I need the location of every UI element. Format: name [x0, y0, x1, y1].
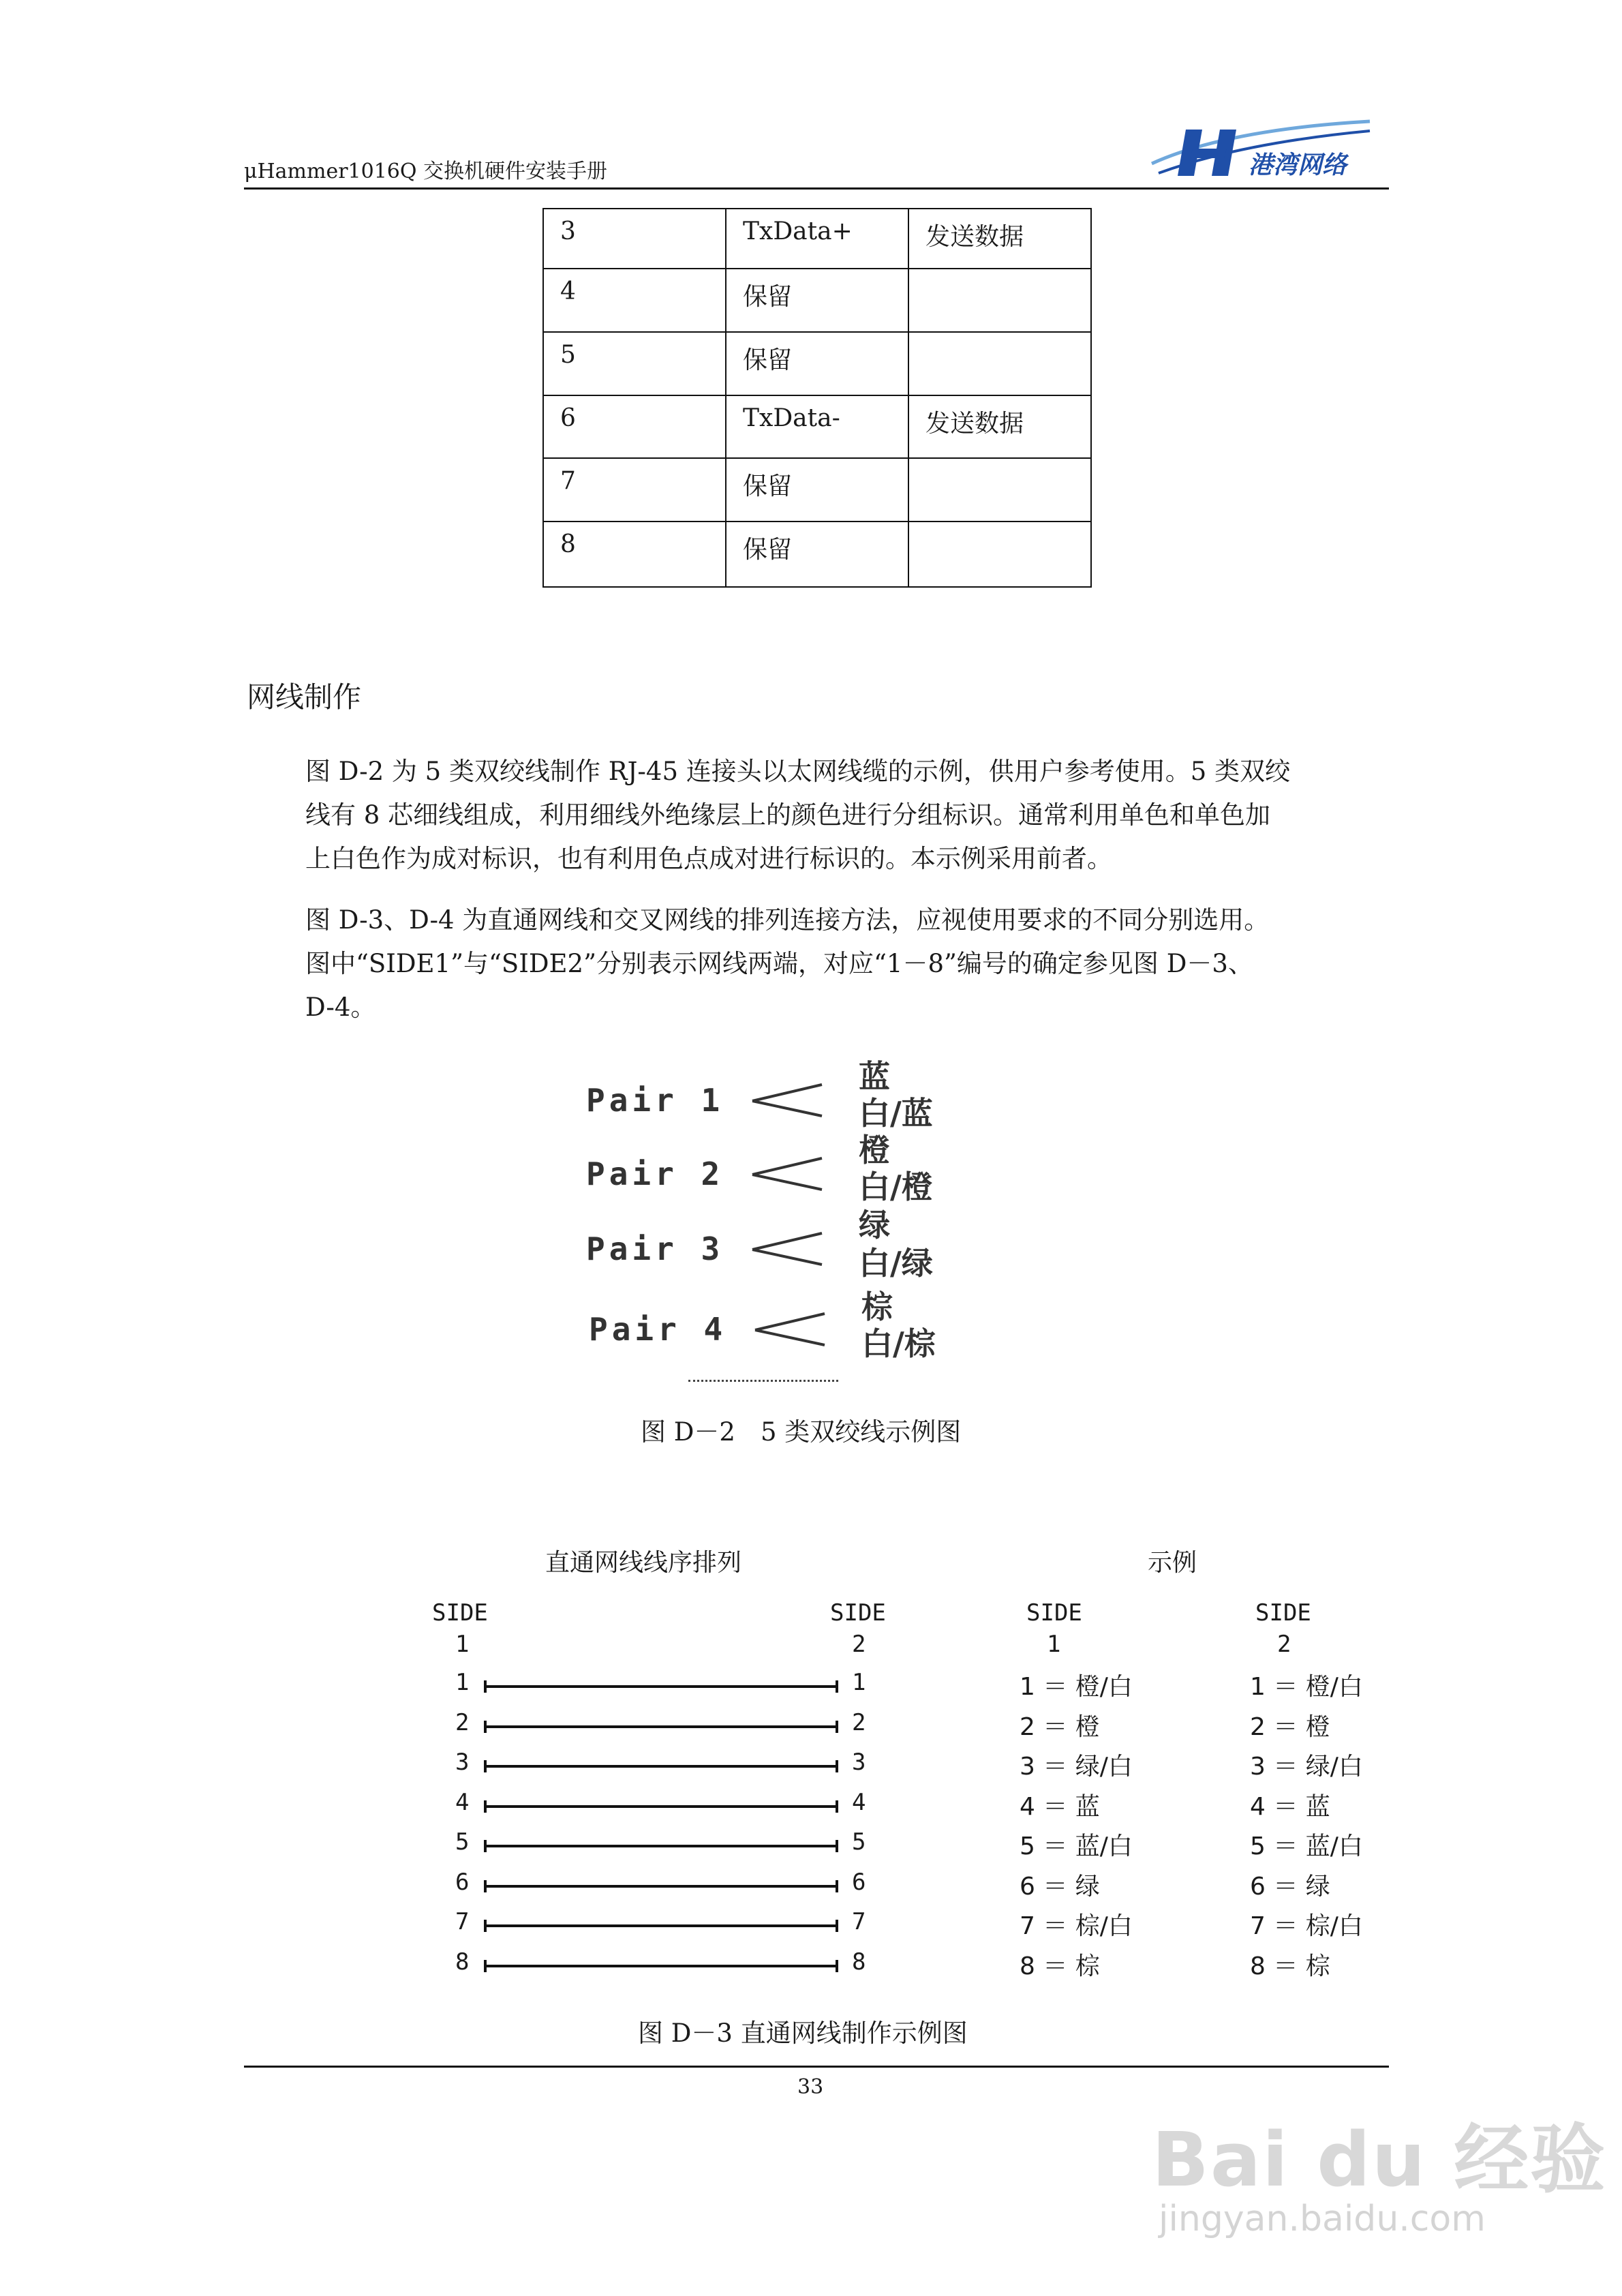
fork-icon — [750, 1310, 831, 1348]
wire-end-tick — [836, 1880, 838, 1892]
wire-end-tick — [836, 1960, 838, 1972]
pin-color-side1: 8 ＝ 棕 — [1020, 1952, 1100, 1980]
table-cell — [908, 332, 1091, 395]
table-cell: 6 — [543, 395, 726, 458]
fork-icon — [747, 1154, 829, 1192]
paragraph-line: 图中“SIDE1”与“SIDE2”分别表示网线两端，对应“1－8”编号的确定参见图 D－3、 — [305, 949, 1253, 978]
wire-end-tick — [484, 1840, 487, 1852]
pin-color-side2: 8 ＝ 棕 — [1250, 1952, 1330, 1980]
pin-color-side1: 2 ＝ 橙 — [1020, 1713, 1100, 1741]
table-row — [543, 522, 1091, 587]
pin-number-side2: 7 — [852, 1908, 866, 1935]
side-label: SIDE — [830, 1599, 886, 1627]
wire-line — [485, 1685, 837, 1688]
table-cell: 3 — [543, 209, 726, 269]
fork-icon — [747, 1229, 829, 1267]
side-number: 2 — [1277, 1631, 1291, 1658]
pair-color-bottom: 白/蓝 — [859, 1095, 933, 1132]
table-cell — [908, 458, 1091, 522]
pair-color-top: 绿 — [859, 1207, 890, 1243]
logo-text: 港湾网络 — [1249, 151, 1347, 179]
pair-color-bottom: 白/绿 — [859, 1245, 933, 1282]
pair-color-top: 蓝 — [859, 1058, 890, 1095]
wire-line — [485, 1765, 837, 1768]
pin-color-side1: 1 ＝ 橙/白 — [1020, 1673, 1133, 1701]
side-number: 2 — [852, 1631, 866, 1658]
table-cell: 8 — [543, 522, 726, 587]
section-heading: 网线制作 — [247, 680, 362, 714]
figure-divider — [688, 1380, 838, 1382]
pair-label: Pair 1 — [586, 1082, 724, 1119]
figure-title: 直通网线线序排列 — [545, 1549, 742, 1577]
wire-end-tick — [836, 1680, 838, 1693]
wire-line — [485, 1845, 837, 1847]
pin-color-side1: 4 ＝ 蓝 — [1020, 1793, 1100, 1821]
pin-number-side1: 6 — [455, 1869, 470, 1896]
table-cell — [908, 522, 1091, 587]
side-label: SIDE — [1255, 1599, 1311, 1627]
pin-table — [542, 208, 1092, 588]
wire-end-tick — [836, 1721, 838, 1733]
header-title: μHammer1016Q 交换机硬件安装手册 — [244, 160, 608, 183]
fork-icon — [747, 1081, 829, 1119]
wire-line — [485, 1805, 837, 1808]
pin-number-side1: 7 — [455, 1908, 470, 1935]
pair-color-bottom: 白/橙 — [859, 1168, 933, 1205]
table-row — [543, 395, 1091, 458]
figure-caption: 图 D－2 5 类双绞线示例图 — [641, 1417, 962, 1447]
paragraph-line: 上白色作为成对标识，也有利用色点成对进行标识的。本示例采用前者。 — [305, 844, 1112, 873]
table-cell: TxData- — [726, 395, 908, 458]
pin-color-side2: 7 ＝ 棕/白 — [1250, 1912, 1363, 1940]
wire-line — [485, 1924, 837, 1927]
pair-label: Pair 2 — [586, 1155, 724, 1192]
table-cell: TxData+ — [726, 209, 908, 269]
pin-color-side1: 3 ＝ 绿/白 — [1020, 1753, 1133, 1781]
figure-title: 示例 — [1148, 1549, 1197, 1577]
side-label: SIDE — [1026, 1599, 1082, 1627]
table-cell: 5 — [543, 332, 726, 395]
pin-color-side2: 5 ＝ 蓝/白 — [1250, 1832, 1363, 1860]
table-cell: 4 — [543, 269, 726, 332]
side-label: SIDE — [432, 1599, 488, 1627]
wire-line — [485, 1885, 837, 1888]
wire-line — [485, 1965, 837, 1967]
pin-number-side1: 2 — [455, 1709, 470, 1736]
pin-number-side1: 8 — [455, 1948, 470, 1976]
pin-number-side2: 3 — [852, 1749, 866, 1776]
side-number: 1 — [455, 1631, 470, 1658]
wire-end-tick — [484, 1880, 487, 1892]
wire-end-tick — [836, 1800, 838, 1813]
pin-number-side2: 1 — [852, 1669, 866, 1696]
pin-color-side2: 6 ＝ 绿 — [1250, 1873, 1330, 1901]
pin-number-side2: 8 — [852, 1948, 866, 1976]
wire-end-tick — [484, 1680, 487, 1693]
pair-color-top: 棕 — [861, 1288, 893, 1325]
pair-label: Pair 3 — [586, 1230, 724, 1267]
table-cell — [908, 269, 1091, 332]
wire-end-tick — [836, 1840, 838, 1852]
paragraph-figures — [305, 898, 1389, 1029]
paragraph-line: 线有 8 芯细线组成，利用细线外绝缘层上的颜色进行分组标识。通常利用单色和单色加 — [305, 800, 1271, 830]
paragraph-intro — [305, 750, 1389, 881]
pin-color-side1: 6 ＝ 绿 — [1020, 1873, 1100, 1901]
paragraph-line: 图 D-3、D-4 为直通网线和交叉网线的排列连接方法，应视使用要求的不同分别选用。 — [305, 905, 1270, 935]
wire-end-tick — [484, 1800, 487, 1813]
pin-number-side1: 3 — [455, 1749, 470, 1776]
pin-color-side1: 5 ＝ 蓝/白 — [1020, 1832, 1133, 1860]
twisted-pair-figure — [586, 1060, 995, 1387]
wire-end-tick — [484, 1920, 487, 1932]
wire-end-tick — [836, 1760, 838, 1772]
wire-end-tick — [836, 1920, 838, 1932]
pin-number-side2: 2 — [852, 1709, 866, 1736]
page-number: 33 — [797, 2075, 824, 2099]
pin-number-side1: 4 — [455, 1789, 470, 1816]
table-row — [543, 269, 1091, 332]
watermark-url: jingyan.baidu.com — [1159, 2199, 1486, 2239]
pin-color-side2: 4 ＝ 蓝 — [1250, 1793, 1330, 1821]
pin-number-side2: 5 — [852, 1828, 866, 1856]
table-row — [543, 332, 1091, 395]
wire-end-tick — [484, 1960, 487, 1972]
figure-caption: 图 D－3 直通网线制作示例图 — [638, 2019, 968, 2048]
pin-color-side1: 7 ＝ 棕/白 — [1020, 1912, 1133, 1940]
table-row — [543, 209, 1091, 269]
table-row — [543, 458, 1091, 522]
table-cell: 发送数据 — [908, 395, 1091, 458]
pair-color-bottom: 白/棕 — [861, 1325, 936, 1362]
pair-label: Pair 4 — [589, 1311, 727, 1348]
pin-number-side1: 5 — [455, 1828, 470, 1856]
pin-number-side2: 6 — [852, 1869, 866, 1896]
table-cell: 保留 — [726, 458, 908, 522]
pair-color-top: 橙 — [859, 1132, 890, 1168]
table-cell: 7 — [543, 458, 726, 522]
wire-end-tick — [484, 1721, 487, 1733]
pin-color-side2: 2 ＝ 橙 — [1250, 1713, 1330, 1741]
pin-number-side2: 4 — [852, 1789, 866, 1816]
table-cell: 保留 — [726, 332, 908, 395]
pin-number-side1: 1 — [455, 1669, 470, 1696]
wire-end-tick — [484, 1760, 487, 1772]
table-cell: 保留 — [726, 522, 908, 587]
table-cell: 发送数据 — [908, 209, 1091, 269]
header-divider — [244, 187, 1389, 190]
pin-color-side2: 3 ＝ 绿/白 — [1250, 1753, 1363, 1781]
footer-divider — [244, 2066, 1389, 2068]
paragraph-line: 图 D-2 为 5 类双绞线制作 RJ-45 连接头以太网线缆的示例，供用户参考使用。5 类双绞 — [305, 757, 1291, 786]
watermark-logo: Bai du 经验 — [1152, 2116, 1607, 2203]
table-cell: 保留 — [726, 269, 908, 332]
pin-color-side2: 1 ＝ 橙/白 — [1250, 1673, 1363, 1701]
side-number: 1 — [1047, 1631, 1061, 1658]
wire-line — [485, 1725, 837, 1728]
paragraph-line: D-4。 — [305, 993, 376, 1022]
